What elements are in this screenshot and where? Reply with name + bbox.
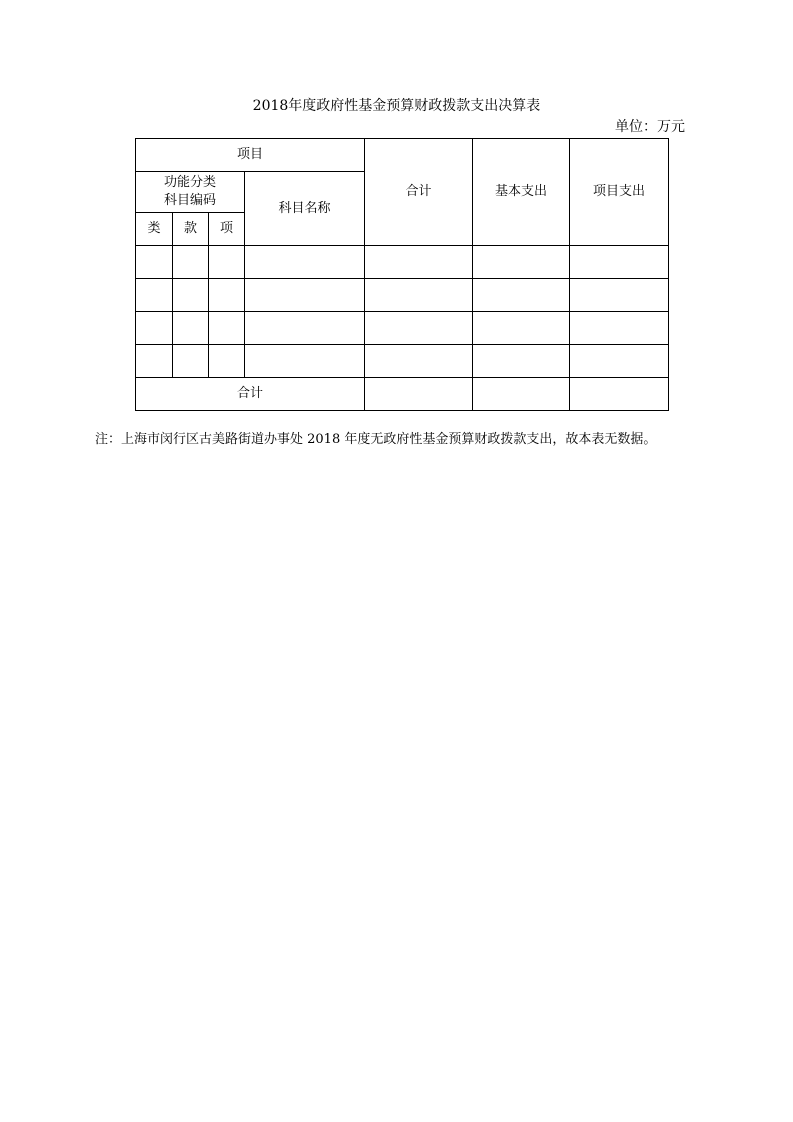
cell-project-expense <box>570 246 669 279</box>
total-row-basic-expense <box>473 378 570 411</box>
cell-lei <box>136 246 173 279</box>
cell-total <box>365 312 473 345</box>
header-function-classification-line2: 科目编码 <box>163 193 216 208</box>
cell-total <box>365 279 473 312</box>
header-xiang: 项 <box>209 213 245 246</box>
cell-total <box>365 246 473 279</box>
total-row-label: 合计 <box>136 378 365 411</box>
document-title: 2018年度政府性基金预算财政拨款支出决算表 <box>252 98 541 114</box>
table-row <box>136 312 669 345</box>
total-row-project-expense <box>570 378 669 411</box>
header-subject-name: 科目名称 <box>245 172 365 246</box>
header-kuan: 款 <box>173 213 209 246</box>
cell-lei <box>136 312 173 345</box>
table-row <box>136 246 669 279</box>
cell-subject-name <box>245 312 365 345</box>
expenditure-table <box>135 138 669 411</box>
unit-label: 单位：万元 <box>615 119 685 135</box>
table-row <box>136 345 669 378</box>
cell-project-expense <box>570 279 669 312</box>
cell-lei <box>136 345 173 378</box>
cell-xiang <box>209 246 245 279</box>
cell-subject-name <box>245 246 365 279</box>
cell-xiang <box>209 345 245 378</box>
header-basic-expense: 基本支出 <box>473 139 570 246</box>
footnote: 注：上海市闵行区古美路街道办事处 2018 年度无政府性基金预算财政拨款支出，故本表无数据。 <box>95 432 657 447</box>
cell-project-expense <box>570 312 669 345</box>
table-row <box>136 279 669 312</box>
cell-basic-expense <box>473 279 570 312</box>
total-row <box>136 378 669 411</box>
cell-total <box>365 345 473 378</box>
cell-subject-name <box>245 345 365 378</box>
cell-xiang <box>209 279 245 312</box>
header-total: 合计 <box>365 139 473 246</box>
cell-kuan <box>173 345 209 378</box>
cell-kuan <box>173 246 209 279</box>
header-row-1 <box>136 139 669 172</box>
cell-basic-expense <box>473 345 570 378</box>
cell-basic-expense <box>473 246 570 279</box>
cell-subject-name <box>245 279 365 312</box>
header-project: 项目 <box>136 139 365 172</box>
cell-lei <box>136 279 173 312</box>
cell-xiang <box>209 312 245 345</box>
cell-kuan <box>173 279 209 312</box>
header-function-classification <box>136 172 245 213</box>
header-project-expense: 项目支出 <box>570 139 669 246</box>
header-lei: 类 <box>136 213 173 246</box>
cell-basic-expense <box>473 312 570 345</box>
header-function-classification-line1: 功能分类 <box>163 175 216 190</box>
total-row-total <box>365 378 473 411</box>
cell-kuan <box>173 312 209 345</box>
cell-project-expense <box>570 345 669 378</box>
